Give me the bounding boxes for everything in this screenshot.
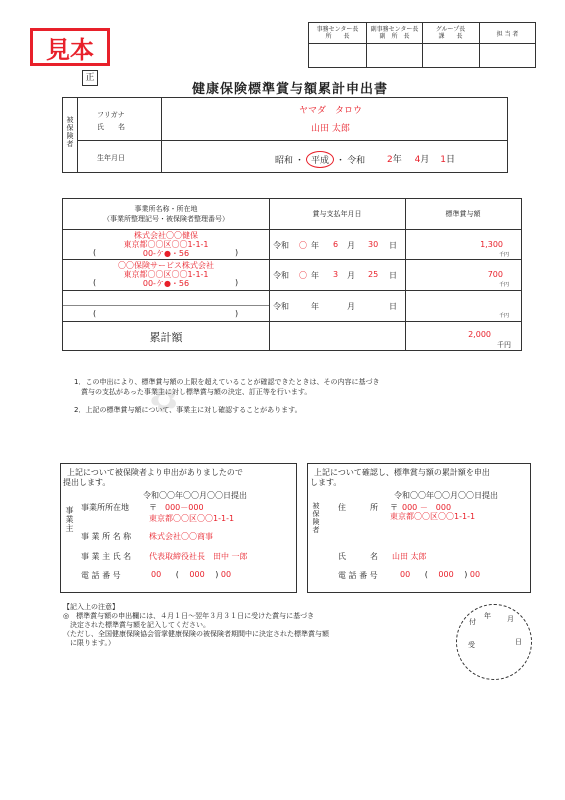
insured-intro: します。 [310, 478, 342, 487]
instructions-line: ◎ 標準賞与額の申出欄には、４月１日～翌年３月３１日に受けた賞与に基づき [63, 612, 315, 620]
furigana-value: ヤマダ タロウ [299, 106, 363, 116]
row-company: 〇〇保険サービス株式会社 [118, 261, 214, 270]
col-header-date: 賞与支払年月日 [312, 210, 362, 218]
instructions-line: 決定された標準賞与額を記入してください。 [63, 621, 210, 629]
birth-date: 2年 4月 1日 [387, 155, 455, 165]
total-label: 累計額 [149, 331, 183, 344]
row-day: 25 [368, 270, 379, 279]
instructions-line: に限ります。） [63, 639, 115, 647]
name-value: 山田 太郎 [311, 124, 350, 134]
sample-stamp-text: 見本 [46, 35, 94, 64]
row-month: 6 [333, 240, 339, 249]
birth-era-row: 昭和 ・ 平成 ・ 令和 [275, 151, 365, 168]
insured-tel: 00 ( 000 ) 00 [400, 570, 481, 579]
row-month: 3 [333, 270, 339, 279]
row-era: 令和 [273, 241, 289, 250]
employer-tel-label: 電 話 番 号 [81, 571, 121, 580]
insured-intro: 上記について確認し、標準賞与額の累計額を申出 [314, 468, 490, 477]
original-mark-text: 正 [85, 73, 95, 83]
birth-year: 2 [387, 155, 393, 165]
instructions-heading: 【記入上の注意】 [63, 603, 119, 611]
notes [74, 377, 379, 415]
row-amount: 1,300 [480, 240, 503, 249]
approval-box [308, 22, 536, 68]
col-header-company: 事業所名称・所在地 （事業所整理記号・被保険者整理番号） [103, 205, 229, 223]
birth-day: 1 [440, 155, 446, 165]
receipt-label: 付 [469, 618, 476, 626]
receipt-stamp-area [456, 604, 532, 680]
insured-side-label: 被保険者 [66, 116, 74, 148]
page-title: 健康保険標準賞与額累計申出書 [191, 82, 388, 97]
employer-intro: 提出します。 [63, 478, 111, 487]
bonus-table: 事業所名称・所在地 （事業所整理記号・被保険者整理番号） 賞与支払年月日 標準賞与額 株式会社〇〇健保 東京都〇〇区〇〇1-1-1 ( 00-ケ●・56 ) 令和 〇 年 6 月 30 日 1,300 千円 〇〇保険サービス株式会社 東京都〇〇区〇〇1-1-1 ( 00-ケ●・56 ) 令和 〇 年 3 月 25 日 700 千円 ( ) 令和 年 月 日 千円 累計額 2,000 千円 [62, 198, 522, 351]
note-line: 2．上記の標準賞与額について、事業主に対し確認することがあります。 [74, 406, 302, 414]
row-year: 〇 [299, 271, 307, 280]
employer-tel: 00 ( 000 ) 00 [151, 570, 232, 579]
receipt-label: 月 [507, 615, 514, 623]
employer-owner: 代表取締役社長 田中 一郎 [149, 552, 248, 561]
employer-box: 上記について被保険者より申出がありましたので 提出します。 令和〇〇年〇〇月〇〇日提出 事業主 事業所所在地 〒 000－000 東京都〇〇区〇〇1-1-1 事 業 所 名 称 株式会社〇〇商事 事 業 主 氏 名 代表取締役社長 田中 一郎 電 話 番 号 00 ( 000 ) 00 [60, 463, 297, 593]
receipt-label: 日 [515, 638, 522, 646]
row-code: 00-ケ●・56 [142, 249, 190, 258]
insured-box-side-label: 被保険者 [312, 502, 320, 534]
insured-name-label: 氏 名 [338, 552, 378, 561]
row-address: 東京都〇〇区〇〇1-1-1 [123, 240, 209, 249]
insured-confirm-box: 上記について確認し、標準賞与額の累計額を申出 します。 令和〇〇年〇〇月〇〇日提出 被保険者 住 所 〒 000 － 000 東京都〇〇区〇〇1-1-1 氏 名 山田 太郎 電 話 番 号 00 ( 000 ) 00 [307, 463, 531, 593]
receipt-label: 受 [468, 641, 475, 649]
receipt-label: 年 [484, 612, 491, 620]
name-label: 氏 名 [97, 123, 125, 131]
era-heisei[interactable]: 平成 [306, 151, 334, 168]
employer-company-label: 事 業 所 名 称 [81, 532, 132, 541]
employer-postal: 000－000 [165, 503, 204, 512]
insured-name: 山田 太郎 [392, 552, 427, 561]
total-amount: 2,000 [468, 330, 491, 339]
sample-stamp [30, 28, 110, 66]
employer-company: 株式会社〇〇商事 [149, 532, 213, 541]
birth-month: 4 [414, 155, 421, 165]
birth-label: 生年月日 [97, 154, 125, 162]
row-era: 令和 [273, 302, 289, 311]
row-company: 株式会社〇〇健保 [134, 231, 198, 240]
note-line: 賞与の支払があった事業主に対し標準賞与額の決定、訂正等を行います。 [74, 388, 312, 396]
approval-header: グループ長 課 長 [435, 26, 466, 40]
row-amount: 700 [487, 270, 503, 279]
total-unit: 千円 [497, 341, 511, 349]
employer-owner-label: 事 業 主 氏 名 [81, 552, 132, 561]
insured-tel-label: 電 話 番 号 [338, 571, 378, 580]
approval-header: 副事務センター長 副 所 長 [370, 26, 419, 40]
instructions [63, 603, 329, 648]
furigana-label: フリガナ [97, 111, 125, 119]
instructions-line: （ただし、全国健康保険協会管掌健康保険の被保険者期間中に決定された標準賞与額 [63, 630, 329, 638]
row-address: 東京都〇〇区〇〇1-1-1 [123, 270, 209, 279]
row-day: 30 [368, 240, 379, 249]
row-code: 00-ケ●・56 [142, 279, 190, 288]
row-year: 〇 [299, 241, 307, 250]
era-reiwa[interactable]: 令和 [347, 156, 366, 166]
original-mark [82, 70, 98, 86]
employer-date: 令和〇〇年〇〇月〇〇日提出 [143, 491, 247, 500]
col-header-amount: 標準賞与額 [445, 210, 481, 218]
insured-section [62, 97, 508, 173]
watermark: ✿ [142, 375, 186, 425]
approval-header: 事務センター長 所 長 [316, 26, 359, 40]
employer-intro: 上記について被保険者より申出がありましたので [67, 468, 243, 477]
insured-date: 令和〇〇年〇〇月〇〇日提出 [394, 491, 498, 500]
insured-addr-label: 住 所 [338, 503, 378, 512]
era-showa[interactable]: 昭和 [275, 156, 294, 166]
employer-address: 東京都〇〇区〇〇1-1-1 [149, 514, 235, 523]
approval-header: 担 当 者 [496, 31, 519, 38]
employer-side-label: 事業主 [65, 506, 74, 533]
note-line: 1．この申出により、標準賞与額の上限を超えていることが確認できたときは、その内容に基づき [74, 378, 380, 386]
employer-addr-label: 事業所所在地 [81, 503, 129, 512]
insured-address: 東京都〇〇区〇〇1-1-1 [390, 512, 476, 521]
row-era: 令和 [273, 271, 289, 280]
insured-postal: 000 － 000 [402, 503, 452, 512]
